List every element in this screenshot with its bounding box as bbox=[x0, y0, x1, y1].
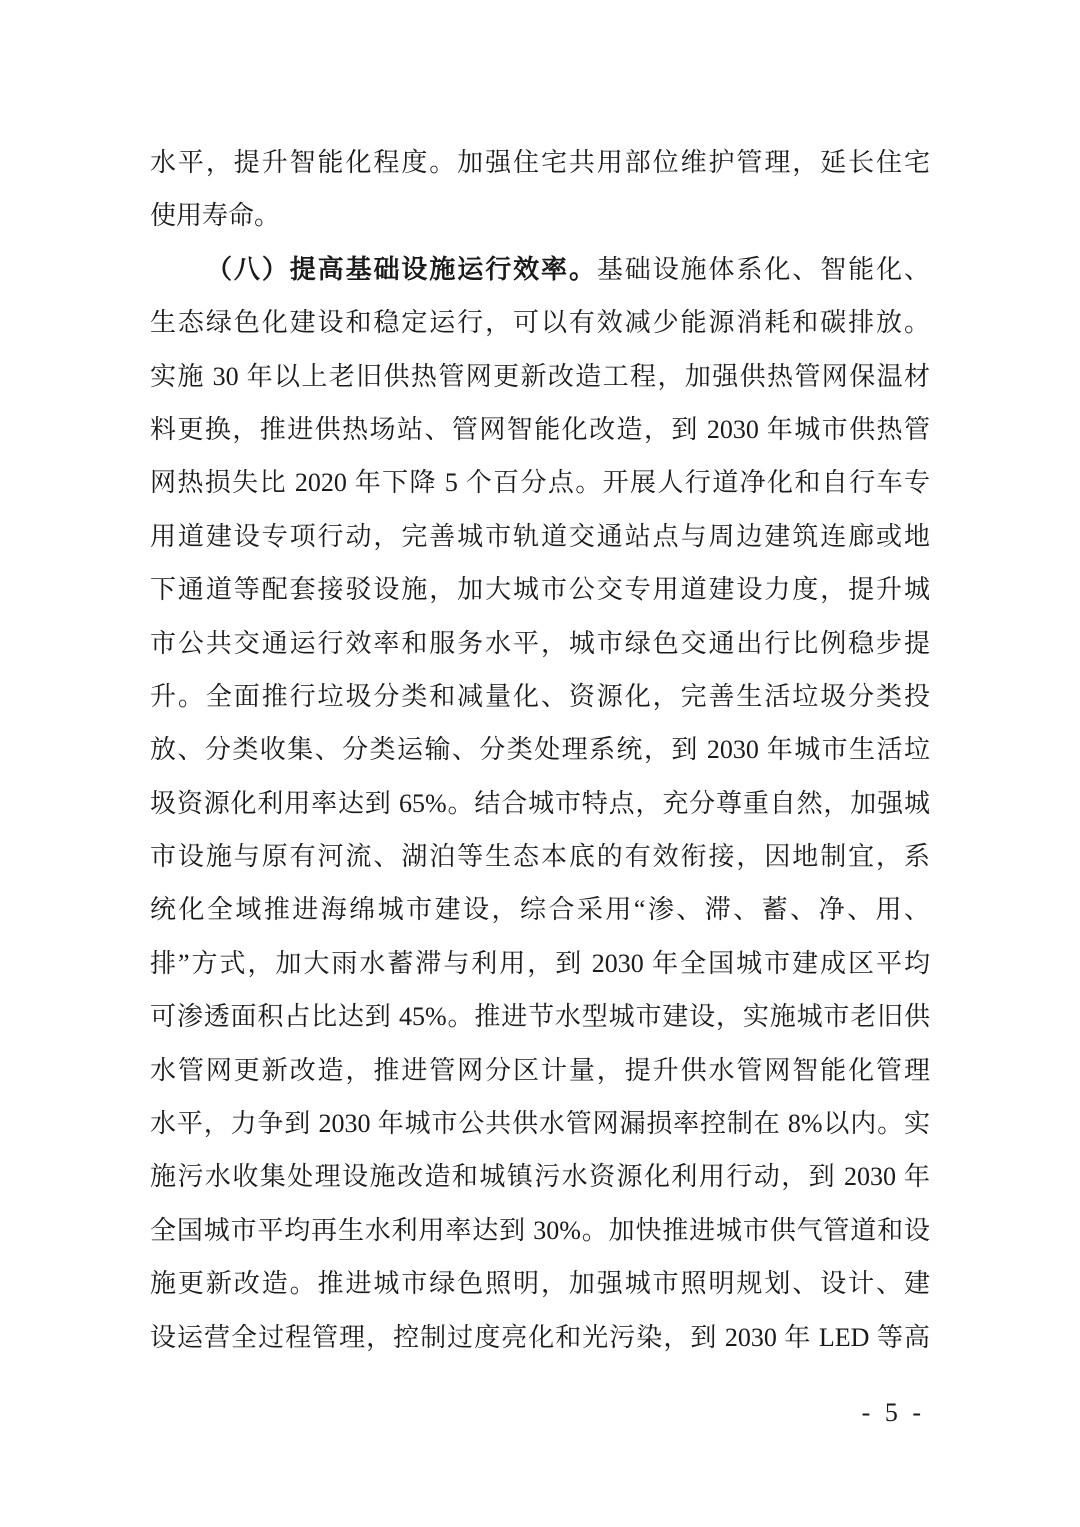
body-text-segment: 使用寿命。 bbox=[150, 201, 281, 231]
body-text-segment: 水管网更新改造，推进管网分区计量，提升供水管网智能化管理 bbox=[150, 1055, 930, 1085]
body-text-segment: 设运营全过程管理，控制过度亮化和光污染，到 2030 年 LED 等高 bbox=[150, 1322, 930, 1352]
text-line bbox=[150, 937, 930, 990]
text-line bbox=[150, 1257, 930, 1310]
text-line bbox=[150, 350, 930, 403]
body-text-segment: 施污水收集处理设施改造和城镇污水资源化利用行动，到 2030 年 bbox=[150, 1162, 930, 1192]
text-line bbox=[150, 670, 930, 723]
text-line bbox=[150, 1150, 930, 1203]
text-line bbox=[150, 883, 930, 936]
body-text-segment: 排”方式，加大雨水蓄滞与利用，到 2030 年全国城市建成区平均 bbox=[150, 948, 930, 978]
body-text-segment: 市设施与原有河流、湖泊等生态本底的有效衔接，因地制宜，系 bbox=[150, 842, 930, 872]
body-text-segment: 网热损失比 2020 年下降 5 个百分点。开展人行道净化和自行车专 bbox=[150, 468, 930, 498]
body-text-segment: 实施 30 年以上老旧供热管网更新改造工程，加强供热管网保温材 bbox=[150, 361, 930, 391]
text-line bbox=[150, 243, 930, 296]
text-line bbox=[150, 1204, 930, 1257]
body-text-segment: 生态绿色化建设和稳定运行，可以有效减少能源消耗和碳排放。 bbox=[150, 308, 930, 338]
text-line bbox=[150, 510, 930, 563]
body-text-segment: 圾资源化利用率达到 65%。结合城市特点，充分尊重自然，加强城 bbox=[150, 788, 930, 818]
text-line bbox=[150, 723, 930, 776]
body-text-segment: 统化全域推进海绵城市建设，综合采用“渗、滞、蓄、净、用、 bbox=[150, 895, 930, 925]
body-text-segment: 市公共交通运行效率和服务水平，城市绿色交通出行比例稳步提 bbox=[150, 628, 930, 658]
body-text-segment: 放、分类收集、分类运输、分类处理系统，到 2030 年城市生活垃 bbox=[150, 735, 930, 765]
text-line bbox=[150, 990, 930, 1043]
text-line bbox=[150, 189, 930, 242]
body-text-segment: 施更新改造。推进城市绿色照明，加强城市照明规划、设计、建 bbox=[150, 1269, 930, 1299]
text-line bbox=[150, 456, 930, 509]
body-text-segment: 基础设施体系化、智能化、 bbox=[596, 254, 930, 284]
body-text-segment: 用道建设专项行动，完善城市轨道交通站点与周边建筑连廊或地 bbox=[150, 521, 930, 551]
body-text-segment: 水平，力争到 2030 年城市公共供水管网漏损率控制在 8%以内。实 bbox=[150, 1109, 930, 1139]
text-line bbox=[150, 296, 930, 349]
body-text-segment: 全国城市平均再生水利用率达到 30%。加快推进城市供气管道和设 bbox=[150, 1215, 930, 1245]
text-line bbox=[150, 136, 930, 189]
text-line bbox=[150, 617, 930, 670]
text-line bbox=[150, 1097, 930, 1150]
page-number: - 5 - bbox=[861, 1398, 925, 1427]
body-text-segment: 水平，提升智能化程度。加强住宅共用部位维护管理，延长住宅 bbox=[150, 148, 930, 177]
document-body bbox=[150, 136, 930, 1364]
text-line bbox=[150, 830, 930, 883]
text-line bbox=[150, 1311, 930, 1364]
body-text-segment: 可渗透面积占比达到 45%。推进节水型城市建设，实施城市老旧供 bbox=[150, 1002, 930, 1032]
text-line bbox=[150, 1044, 930, 1097]
body-text-segment: 下通道等配套接驳设施，加大城市公交专用道建设力度，提升城 bbox=[150, 575, 930, 605]
text-line bbox=[150, 777, 930, 830]
body-text-segment: 料更换，推进供热场站、管网智能化改造，到 2030 年城市供热管 bbox=[150, 414, 930, 444]
text-line bbox=[150, 563, 930, 616]
body-text-segment: 升。全面推行垃圾分类和减量化、资源化，完善生活垃圾分类投 bbox=[150, 681, 930, 711]
text-line bbox=[150, 403, 930, 456]
section-heading-text: （八）提高基础设施运行效率。 bbox=[206, 254, 597, 284]
